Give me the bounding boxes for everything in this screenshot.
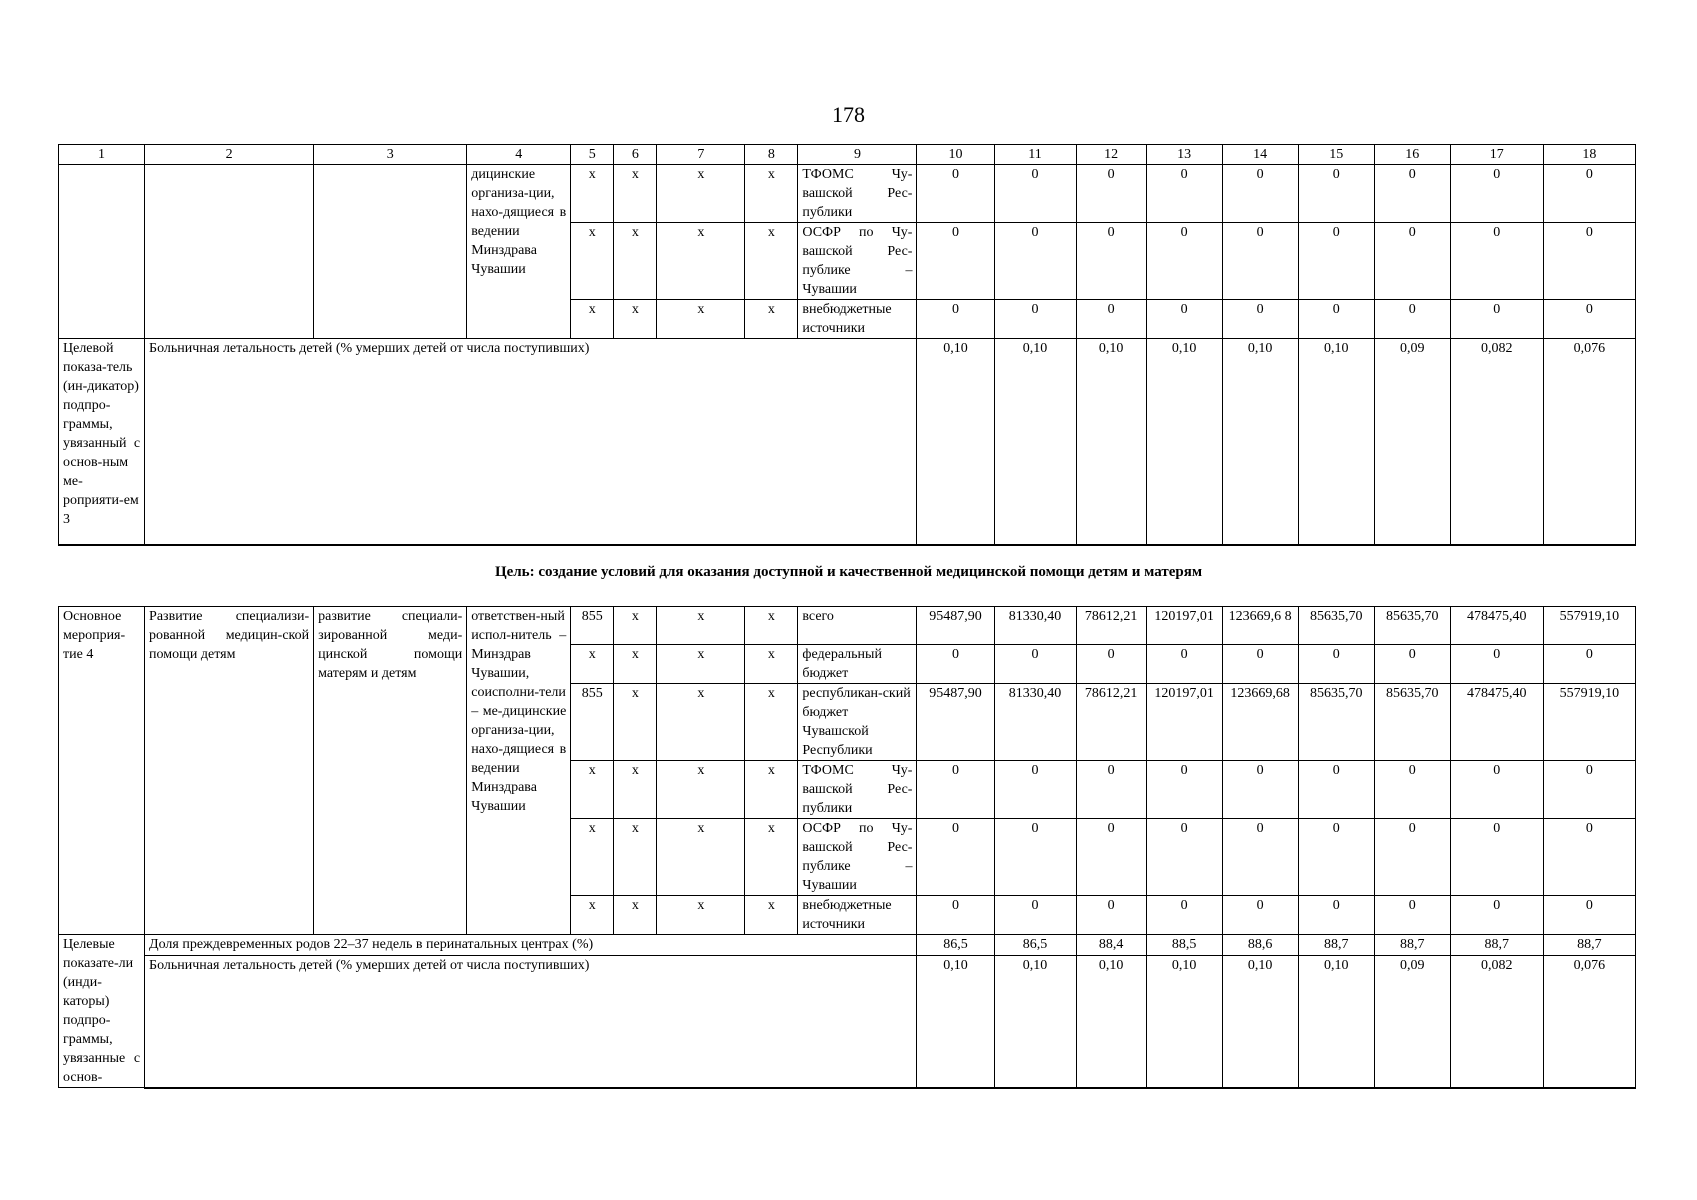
value-cell: 0	[917, 819, 994, 896]
indicator-row	[59, 339, 1636, 545]
code-cell: х	[614, 819, 657, 896]
value-cell: 0	[1146, 165, 1222, 223]
code-cell: х	[614, 896, 657, 935]
col-header: 12	[1076, 145, 1146, 165]
value-cell: 478475,40	[1450, 607, 1543, 645]
indicator-text: Больничная летальность детей (% умерших детей от числа поступивших)	[145, 956, 917, 1088]
indicator-value: 0,10	[917, 339, 994, 545]
code-cell: х	[745, 300, 798, 339]
value-cell: 123669,6 8	[1222, 607, 1298, 645]
indicator-value: 88,5	[1146, 935, 1222, 956]
indicator-text: Доля преждевременных родов 22–37 недель в перинатальных центрах (%)	[145, 935, 917, 956]
value-cell: 0	[1146, 896, 1222, 935]
indicator-value: 88,6	[1222, 935, 1298, 956]
col-header: 17	[1450, 145, 1543, 165]
table-row	[59, 165, 1636, 223]
funding-source-cell: ОСФР по Чу-вашской Рес-публике – Чувашии	[798, 223, 917, 300]
value-cell: 85635,70	[1374, 684, 1450, 761]
code-cell: х	[745, 223, 798, 300]
indicator-value: 0,10	[1222, 339, 1298, 545]
value-cell: 0	[1450, 645, 1543, 684]
code-cell: х	[657, 761, 745, 819]
value-cell: 557919,10	[1543, 607, 1635, 645]
value-cell: 0	[1076, 645, 1146, 684]
value-cell: 0	[1076, 165, 1146, 223]
value-cell: 0	[1146, 819, 1222, 896]
value-cell: 0	[1450, 819, 1543, 896]
value-cell: 0	[1146, 223, 1222, 300]
value-cell: 0	[917, 761, 994, 819]
col-header: 18	[1543, 145, 1635, 165]
column-number-header-row	[59, 145, 1636, 165]
indicator-value: 0,10	[1146, 339, 1222, 545]
indicator-value: 86,5	[917, 935, 994, 956]
indicator-value: 0,10	[917, 956, 994, 1088]
funding-source-cell: ТФОМС Чу-вашской Рес-публики	[798, 165, 917, 223]
col-header: 13	[1146, 145, 1222, 165]
code-cell: х	[745, 896, 798, 935]
indicator-label: Целевой показа-тель (ин-дикатор) подпро-граммы, увязанный с основ-ным ме-роприяти-ем 3	[59, 339, 145, 545]
code-cell: х	[571, 223, 614, 300]
value-cell: 478475,40	[1450, 684, 1543, 761]
value-cell: 0	[1374, 761, 1450, 819]
goal-heading: Цель: создание условий для оказания доступной и качественной медицинской помощи детям и матерям	[494, 564, 1203, 580]
value-cell: 0	[1298, 645, 1374, 684]
col-header: 8	[745, 145, 798, 165]
funding-source-cell: внебюджетные источники	[798, 896, 917, 935]
indicators-label: Целевые показате-ли (инди-каторы) подпро-граммы, увязанные с основ-	[59, 935, 145, 1088]
funding-source-cell: федеральный бюджет	[798, 645, 917, 684]
value-cell: 0	[1298, 761, 1374, 819]
value-cell: 0	[917, 645, 994, 684]
value-cell: 0	[917, 896, 994, 935]
value-cell: 0	[1222, 165, 1298, 223]
value-cell: 0	[1146, 300, 1222, 339]
indicator-value: 0,10	[994, 956, 1076, 1088]
col-header: 14	[1222, 145, 1298, 165]
code-cell: х	[571, 300, 614, 339]
col-header: 16	[1374, 145, 1450, 165]
value-cell: 81330,40	[994, 607, 1076, 645]
col-header: 6	[614, 145, 657, 165]
value-cell: 0	[1146, 761, 1222, 819]
value-cell: 0	[1450, 223, 1543, 300]
code-cell: х	[745, 819, 798, 896]
page-number: 178	[832, 102, 865, 127]
measure-cell: Основное мероприя-тие 4	[59, 607, 145, 935]
code-cell: х	[571, 761, 614, 819]
value-cell: 0	[1146, 645, 1222, 684]
code-cell: х	[657, 165, 745, 223]
budget-table-part-1	[58, 144, 1636, 546]
indicator-value: 88,7	[1450, 935, 1543, 956]
code-cell: 855	[571, 684, 614, 761]
value-cell: 0	[1298, 165, 1374, 223]
value-cell: 0	[1222, 819, 1298, 896]
indicator-value: 88,7	[1543, 935, 1635, 956]
col-header: 3	[314, 145, 467, 165]
empty-cell	[59, 165, 145, 339]
indicator-value: 0,10	[1076, 956, 1146, 1088]
empty-cell	[145, 165, 314, 339]
code-cell: х	[745, 165, 798, 223]
code-cell: х	[745, 761, 798, 819]
code-cell: х	[614, 645, 657, 684]
indicator-value: 0,10	[1222, 956, 1298, 1088]
value-cell: 0	[1543, 645, 1635, 684]
col-header: 11	[994, 145, 1076, 165]
col-header: 7	[657, 145, 745, 165]
value-cell: 0	[994, 223, 1076, 300]
value-cell: 0	[1450, 761, 1543, 819]
code-cell: х	[571, 645, 614, 684]
value-cell: 0	[994, 165, 1076, 223]
indicator-value: 0,10	[994, 339, 1076, 545]
value-cell: 120197,01	[1146, 684, 1222, 761]
indicator-value: 88,7	[1374, 935, 1450, 956]
value-cell: 78612,21	[1076, 607, 1146, 645]
code-cell: х	[657, 223, 745, 300]
value-cell: 0	[1374, 223, 1450, 300]
value-cell: 0	[1374, 645, 1450, 684]
code-cell: х	[571, 896, 614, 935]
indicator-value: 0,10	[1076, 339, 1146, 545]
value-cell: 0	[1222, 223, 1298, 300]
value-cell: 0	[994, 761, 1076, 819]
value-cell: 0	[1222, 645, 1298, 684]
indicator-row	[59, 956, 1636, 1088]
indicator-value: 0,10	[1298, 339, 1374, 545]
code-cell: х	[745, 645, 798, 684]
value-cell: 85635,70	[1298, 607, 1374, 645]
col-header: 1	[59, 145, 145, 165]
value-cell: 0	[1374, 165, 1450, 223]
code-cell: х	[614, 684, 657, 761]
indicator-text: Больничная летальность детей (% умерших детей от числа поступивших)	[145, 339, 917, 545]
value-cell: 0	[1298, 819, 1374, 896]
value-cell: 95487,90	[917, 607, 994, 645]
code-cell: х	[614, 300, 657, 339]
value-cell: 0	[994, 300, 1076, 339]
value-cell: 0	[1543, 165, 1635, 223]
empty-cell	[314, 165, 467, 339]
value-cell: 0	[1222, 300, 1298, 339]
funding-source-cell: республикан-ский бюджет Чувашской Республики	[798, 684, 917, 761]
code-cell: х	[657, 300, 745, 339]
value-cell: 0	[1076, 223, 1146, 300]
value-cell: 0	[1543, 819, 1635, 896]
value-cell: 0	[1543, 896, 1635, 935]
value-cell: 0	[994, 819, 1076, 896]
value-cell: 0	[994, 896, 1076, 935]
value-cell: 0	[1374, 300, 1450, 339]
col-header: 15	[1298, 145, 1374, 165]
code-cell: х	[657, 645, 745, 684]
value-cell: 0	[1374, 819, 1450, 896]
table-row	[59, 607, 1636, 645]
indicator-value: 0,09	[1374, 339, 1450, 545]
code-cell: х	[657, 896, 745, 935]
col-header: 2	[145, 145, 314, 165]
value-cell: 95487,90	[917, 684, 994, 761]
code-cell: х	[614, 761, 657, 819]
value-cell: 0	[1298, 896, 1374, 935]
value-cell: 81330,40	[994, 684, 1076, 761]
code-cell: х	[614, 607, 657, 645]
value-cell: 557919,10	[1543, 684, 1635, 761]
code-cell: х	[571, 165, 614, 223]
measure-goal-cell: развитие специали-зированной меди-цинской помощи матерям и детям	[314, 607, 467, 935]
col-header: 5	[571, 145, 614, 165]
indicator-value: 0,082	[1450, 956, 1543, 1088]
indicator-value: 0,10	[1298, 956, 1374, 1088]
value-cell: 0	[1450, 300, 1543, 339]
value-cell: 0	[1076, 300, 1146, 339]
value-cell: 0	[1374, 896, 1450, 935]
code-cell: 855	[571, 607, 614, 645]
col-header: 9	[798, 145, 917, 165]
value-cell: 0	[1543, 761, 1635, 819]
value-cell: 78612,21	[1076, 684, 1146, 761]
col-header: 4	[467, 145, 571, 165]
funding-source-cell: ОСФР по Чу-вашской Рес-публике – Чувашии	[798, 819, 917, 896]
code-cell: х	[571, 819, 614, 896]
value-cell: 0	[1076, 819, 1146, 896]
funding-source-cell: внебюджетные источники	[798, 300, 917, 339]
code-cell: х	[745, 684, 798, 761]
col-header: 10	[917, 145, 994, 165]
value-cell: 0	[1543, 223, 1635, 300]
indicator-value: 0,076	[1543, 956, 1635, 1088]
value-cell: 0	[917, 300, 994, 339]
value-cell: 0	[1222, 896, 1298, 935]
value-cell: 0	[917, 165, 994, 223]
value-cell: 120197,01	[1146, 607, 1222, 645]
indicator-value: 88,7	[1298, 935, 1374, 956]
funding-source-cell: ТФОМС Чу-вашской Рес-публики	[798, 761, 917, 819]
value-cell: 0	[1298, 223, 1374, 300]
indicator-value: 0,082	[1450, 339, 1543, 545]
indicator-value: 88,4	[1076, 935, 1146, 956]
indicator-value: 86,5	[994, 935, 1076, 956]
value-cell: 85635,70	[1298, 684, 1374, 761]
indicator-row	[59, 935, 1636, 956]
indicator-value: 0,09	[1374, 956, 1450, 1088]
value-cell: 0	[917, 223, 994, 300]
budget-table-part-2	[58, 606, 1636, 1089]
executor-cell: ответствен-ный испол-нитель – Минздрав Чувашии, соисполни-тели – ме-дицинские организа-ции, нахо-дящиеся в ведении Минздрава Чувашии	[467, 607, 571, 935]
value-cell: 0	[1222, 761, 1298, 819]
value-cell: 0	[1298, 300, 1374, 339]
value-cell: 0	[1450, 896, 1543, 935]
value-cell: 0	[1450, 165, 1543, 223]
executor-cell: дицинские организа-ции, нахо-дящиеся в ведении Минздрава Чувашии	[467, 165, 571, 339]
code-cell: х	[657, 684, 745, 761]
code-cell: х	[614, 223, 657, 300]
value-cell: 85635,70	[1374, 607, 1450, 645]
measure-name-cell: Развитие специализи-рованной медицин-ской помощи детям	[145, 607, 314, 935]
value-cell: 0	[1543, 300, 1635, 339]
value-cell: 123669,68	[1222, 684, 1298, 761]
code-cell: х	[614, 165, 657, 223]
indicator-value: 0,076	[1543, 339, 1635, 545]
code-cell: х	[745, 607, 798, 645]
value-cell: 0	[1076, 896, 1146, 935]
code-cell: х	[657, 819, 745, 896]
funding-source-cell: всего	[798, 607, 917, 645]
indicator-value: 0,10	[1146, 956, 1222, 1088]
value-cell: 0	[994, 645, 1076, 684]
value-cell: 0	[1076, 761, 1146, 819]
code-cell: х	[657, 607, 745, 645]
